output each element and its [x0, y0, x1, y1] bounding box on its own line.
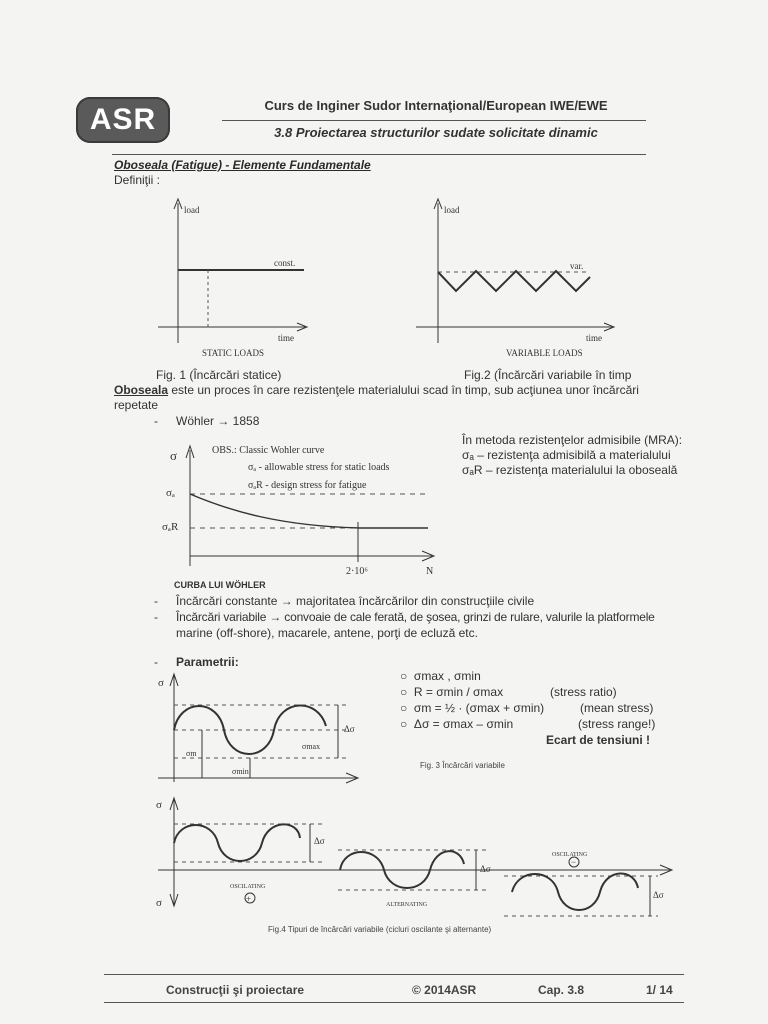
bullet-variable-loads-cont: marine (off-shore), macarele, antene, porţi de ecluză etc.: [176, 626, 478, 640]
definitions-label: Definiţii :: [114, 173, 161, 187]
bullet-dash-1: -: [154, 594, 158, 608]
params-title: Parametrii:: [176, 655, 239, 669]
fig2-var-line: [438, 271, 590, 291]
param-note: (stress ratio): [550, 685, 617, 699]
bullet-variable-loads: Încărcări variabile → convoaie de cale ferată, de şosea, grinzi de rulare, valurile la platformele: [176, 610, 655, 624]
footer-chapter: Cap. 3.8: [538, 983, 585, 997]
fig4-alt-dsig-label: Δσ: [480, 864, 491, 874]
fig1-caption: Fig. 1 (Încărcări statice): [156, 368, 282, 382]
fig1-x-label: time: [278, 333, 294, 343]
fig4-y-label: σ: [156, 799, 162, 811]
footer-page: 1/ 14: [646, 983, 673, 997]
wohler-obs-saR: σₐR - design stress for fatigue: [248, 480, 367, 491]
header-divider-bottom: [112, 154, 646, 155]
mra-line2: σₐR – rezistenţa materialului la oboseală: [462, 463, 678, 477]
fig2-caption: Fig.2 (Încărcări variabile în timp: [464, 368, 632, 382]
param-note: (mean stress): [580, 701, 654, 715]
wohler-curve: [190, 494, 428, 528]
fig4-alt-label: ALTERNATING: [386, 902, 428, 908]
fig2-line-label: var.: [570, 261, 584, 271]
wohler-bullet-dash: -: [154, 414, 158, 428]
fig2-chart-caption: VARIABLE LOADS: [506, 348, 583, 358]
param-formula: R = σmin / σmax: [413, 685, 504, 699]
section-title: Oboseala (Fatigue) - Elemente Fundamentale: [114, 158, 371, 172]
param-item: [400, 717, 513, 731]
wohler-caption: CURBA LUI WÖHLER: [174, 580, 266, 590]
definition-term: Oboseala: [114, 383, 169, 397]
param-formula: σm = ½ · (σmax + σmin): [413, 701, 545, 715]
fig3-y-label: σ: [158, 677, 164, 689]
bullet-constant-loads: Încărcări constante → majoritatea încărcărilor din construcţiile civile: [176, 594, 535, 608]
fig1-line-label: const.: [274, 258, 296, 268]
fig3-smin-label: σmin: [232, 767, 249, 776]
fig4-caption: Fig.4 Tipuri de încărcări variabile (cicluri oscilante şi alternante): [268, 925, 492, 934]
fig4-osc2-wave: [512, 873, 638, 910]
wohler-tick-saR: σₐR: [162, 521, 179, 533]
fig4-osc1-wave: [174, 824, 300, 861]
fig4-plus-label: +: [246, 894, 252, 904]
wohler-x-tick-label: 2·10⁶: [346, 566, 368, 577]
load-diagrams: [150, 195, 650, 365]
param-formula: Δσ = σmax – σmin: [413, 717, 514, 731]
footer-divider: [104, 974, 684, 975]
definition-line2: repetate: [114, 398, 159, 412]
fig2-y-label: load: [444, 205, 460, 215]
wohler-y-label: σ: [170, 448, 178, 463]
params-dash: -: [154, 655, 158, 669]
fig3-chart: [150, 670, 370, 790]
fig4-osc1-label: OSCILATING: [230, 884, 266, 890]
wohler-obs: OBS.: Classic Wohler curve: [212, 445, 325, 456]
bullet-circle-icon: ○: [400, 701, 408, 715]
fig2-x-label: time: [586, 333, 602, 343]
param-item: [400, 685, 503, 699]
mra-line1: σₐ – rezistenţa admisibilă a materialului: [462, 448, 671, 462]
param-note: (stress range!): [578, 717, 656, 731]
fig3-sm-label: σm: [186, 749, 197, 758]
wohler-obs-sa: σₐ - allowable stress for static loads: [248, 462, 390, 473]
bullet-circle-icon: ○: [400, 669, 408, 683]
wohler-chart: [160, 436, 450, 586]
fig4-osc2-label: OSCILATING: [552, 852, 588, 858]
asr-logo: ASR: [76, 97, 170, 143]
fig4-minus-label: −: [571, 857, 577, 867]
wohler-bullet: Wöhler → 1858: [176, 414, 260, 428]
fig1-y-label: load: [184, 205, 200, 215]
mra-title: În metoda rezistenţelor admisibile (MRA):: [462, 433, 683, 447]
fig4-osc2-dsig-label: Δσ: [653, 890, 664, 900]
definition-line1: este un proces în care rezistenţele materialului scad în timp, sub acţiunea unor încărcări: [168, 383, 639, 397]
fig1-chart-caption: STATIC LOADS: [202, 348, 265, 358]
wohler-x-label: N: [426, 566, 434, 577]
fig3-smax-label: σmax: [302, 742, 321, 751]
fig4-dsig-label: Δσ: [314, 836, 325, 846]
footer-copyright: © 2014ASR: [412, 983, 477, 997]
footer-left: Construcţii şi proiectare: [166, 983, 305, 997]
fig4-y-label-bottom: σ: [156, 897, 162, 909]
bullet-circle-icon: ○: [400, 717, 408, 731]
fig4-chart: [148, 794, 678, 924]
chapter-subtitle: 3.8 Proiectarea structurilor sudate solicitate dinamic: [274, 125, 598, 140]
fig3-dsig-label: Δσ: [344, 724, 355, 734]
header-divider: [222, 120, 646, 121]
fig3-caption: Fig. 3 Încărcări variabile: [420, 761, 505, 770]
footer-divider-bottom: [104, 1002, 684, 1003]
ecart-note: Ecart de tensiuni !: [546, 733, 651, 747]
bullet-circle-icon: ○: [400, 685, 408, 699]
param-item: [400, 701, 544, 715]
fatigue-definition: [114, 383, 639, 397]
course-title: Curs de Inginer Sudor Internaţional/European IWE/EWE: [264, 98, 608, 113]
bullet-dash-2: -: [154, 610, 158, 624]
wohler-tick-sa: σₐ: [166, 487, 175, 499]
param-item: [400, 669, 481, 683]
param-formula: σmax , σmin: [413, 669, 481, 683]
